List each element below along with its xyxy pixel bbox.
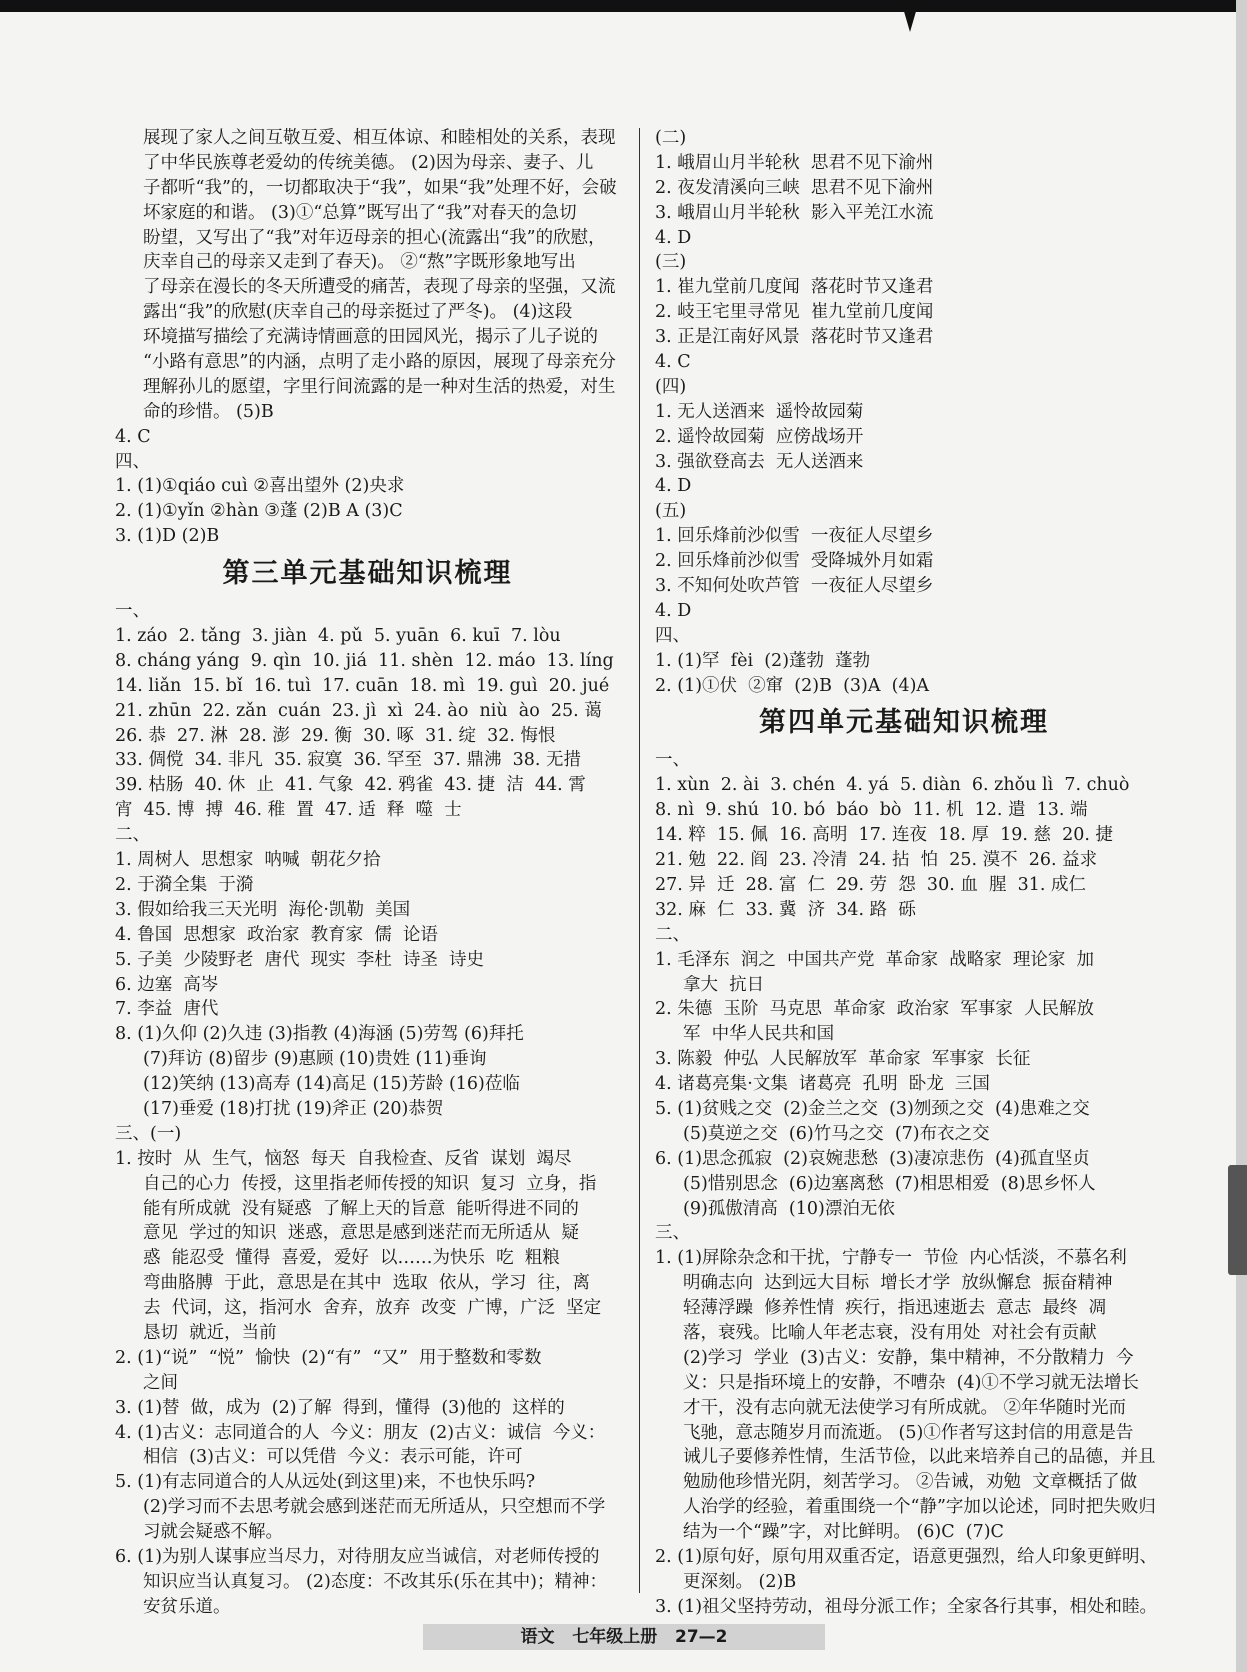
answer-line: 4. 鲁国 思想家 政治家 教育家 儒 论语 <box>115 924 438 945</box>
answer-line: 2. 于漪全集 于漪 <box>115 874 254 895</box>
answer-line: 3. (1)祖父坚持劳动，祖母分派工作；全家各行其事，相处和睦。 <box>655 1596 1158 1617</box>
answer-line: 命的珍惜。 (5)B <box>143 401 274 422</box>
scan-mark <box>903 8 917 32</box>
answer-line: 3. (1)D (2)B <box>115 526 220 547</box>
answer-line: 2. (1)“说” “悦” 愉快 (2)“有” “又” 用于整数和零数 <box>115 1347 542 1368</box>
answer-line: 自己的心力 传授，这里指老师传授的知识 复习 立身，指 <box>143 1173 597 1194</box>
answer-line: 3. 强欲登高去 无人送酒来 <box>655 451 864 472</box>
answer-line: 展现了家人之间互敬互爱、相互体谅、和睦相处的关系，表现 <box>143 128 616 148</box>
section-heading: 第三单元基础知识梳理 <box>222 558 513 590</box>
answer-line: 惑 能忍受 懂得 喜爱，爱好 以……为快乐 吃 粗粮 <box>143 1248 560 1269</box>
scan-right-edge <box>1236 0 1247 1672</box>
answer-line: 5. (1)有志同道合的人从远处(到这里)来，不也快乐吗? <box>115 1472 536 1493</box>
answer-line: 14. liǎn 15. bǐ 16. tuì 17. cuān 18. mì 19. guì 20. jué <box>115 675 610 696</box>
answer-line: 4. D <box>655 476 692 497</box>
answer-line: (7)拜访 (8)留步 (9)惠顾 (10)贵姓 (11)垂询 <box>143 1049 487 1070</box>
answer-line: 32. 麻 仁 33. 冀 济 34. 路 砾 <box>655 899 916 920</box>
answer-line: 5. (1)贫贱之交 (2)金兰之交 (3)刎颈之交 (4)患难之交 <box>655 1098 1090 1119</box>
answer-line: 1. (1)罕 fèi (2)蓬勃 蓬勃 <box>655 650 871 671</box>
answer-line: 21. 勉 22. 阎 23. 冷清 24. 拈 怕 25. 漠不 26. 益求 <box>655 850 1098 871</box>
answer-line: 39. 枯肠 40. 休 止 41. 气象 42. 鸦雀 43. 捷 洁 44. 霄 <box>115 775 586 796</box>
answer-line: 4. C <box>655 352 691 373</box>
answer-line: 诫儿子要修养性情，生活节俭，以此来培养自己的品德，并且 <box>683 1447 1156 1468</box>
answer-line: (二) <box>655 128 687 148</box>
answer-line: 轻薄浮躁 修养性情 疾行，指迅速逝去 意志 最终 凋 <box>683 1298 1107 1319</box>
answer-line: 4. D <box>655 600 692 621</box>
answer-line: 1. 回乐烽前沙似雪 一夜征人尽望乡 <box>655 526 934 547</box>
footer-page-number: 27—2 <box>675 1627 728 1647</box>
answer-line: 2. (1)①伏 ②窜 (2)B (3)A (4)A <box>655 675 930 696</box>
answer-line: 盼望，又写出了“我”对年迈母亲的担心(流露出“我”的欣慰， <box>143 227 606 248</box>
answer-line: 4. 诸葛亮集·文集 诸葛亮 孔明 卧龙 三国 <box>655 1074 990 1095</box>
answer-line: 2. 岐王宅里寻常见 崔九堂前几度闻 <box>655 302 934 323</box>
answer-line: 6. (1)思念孤寂 (2)哀婉悲愁 (3)凄凉悲伤 (4)孤直坚贞 <box>655 1148 1090 1169</box>
answer-line: 庆幸自己的母亲又走到了春天)。 ②“熬”字既形象地写出 <box>143 252 576 273</box>
scan-top-edge <box>0 0 1247 12</box>
answer-line: 4. D <box>655 227 692 248</box>
answer-line: 习就会疑惑不解。 <box>143 1522 283 1543</box>
answer-line: (12)笑纳 (13)高寿 (14)高足 (15)芳龄 (16)莅临 <box>143 1074 520 1095</box>
answer-line: (2)学习 学业 (3)古义：安静，集中精神，不分散精力 今 <box>683 1347 1134 1368</box>
answer-line: 二、 <box>655 924 690 945</box>
answer-line: 3. 不知何处吹芦管 一夜征人尽望乡 <box>655 576 934 597</box>
answer-line: 结为一个“躁”字，对比鲜明。 (6)C (7)C <box>683 1522 1004 1543</box>
answer-line: 二、 <box>115 825 150 846</box>
footer-subject: 语文 <box>520 1627 555 1647</box>
answer-line: 恳切 就近，当前 <box>143 1322 277 1343</box>
answer-line: 3. 假如给我三天光明 海伦·凯勒 美国 <box>115 899 411 920</box>
answer-line: 相信 (3)古义：可以凭借 今义：表示可能，许可 <box>143 1447 523 1468</box>
answer-line: 2. 遥怜故园菊 应傍战场开 <box>655 426 864 447</box>
answer-line: 勉励他珍惜光阴，刻苦学习。 ②告诫，劝勉 文章概括了做 <box>683 1472 1138 1493</box>
answer-line: 理解孙儿的愿望，字里行间流露的是一种对生活的热爱，对生 <box>143 376 616 397</box>
answer-line: 6. 边塞 高岑 <box>115 974 219 995</box>
answer-line: 露出“我”的欣慰(庆幸自己的母亲挺过了严冬)。 (4)这段 <box>143 302 573 323</box>
answer-line: 明确志向 达到远大目标 增长才学 放纵懈怠 振奋精神 <box>683 1273 1113 1294</box>
answer-line: 了中华民族尊老爱幼的传统美德。 (2)因为母亲、妻子、儿 <box>143 152 594 173</box>
answer-line: 能有所成就 没有疑惑 了解上天的旨意 能听得进不同的 <box>143 1198 579 1219</box>
answer-line: 环境描写描绘了充满诗情画意的田园风光，揭示了儿子说的 <box>143 327 598 348</box>
answer-line: 1. 崔九堂前几度闻 落花时节又逢君 <box>655 277 934 298</box>
answer-line: 1. (1)①qiáo cuì ②喜出望外 (2)央求 <box>115 476 405 497</box>
answer-line: 三、(一) <box>115 1123 182 1144</box>
answer-line: 一、 <box>655 750 690 771</box>
answer-line: 14. 粹 15. 佩 16. 高明 17. 连夜 18. 厚 19. 慈 20. 捷 <box>655 825 1114 846</box>
answer-line: 落，衰残。比喻人年老志衰，没有用处 对社会有贡献 <box>683 1322 1097 1343</box>
answer-line: 8. nì 9. shú 10. bó báo bò 11. 机 12. 遣 13. 端 <box>655 800 1088 821</box>
answer-line: (四) <box>655 376 687 397</box>
answer-line: (17)垂爱 (18)打扰 (19)斧正 (20)恭贺 <box>143 1098 444 1119</box>
answer-line: 安贫乐道。 <box>143 1596 231 1617</box>
answer-line: 2. (1)①yǐn ②hàn ③蓬 (2)B A (3)C <box>115 501 403 522</box>
answer-line: 1. 周树人 思想家 呐喊 朝花夕拾 <box>115 850 381 871</box>
answer-line: 1. 峨眉山月半轮秋 思君不见下渝州 <box>655 152 934 173</box>
section-heading: 第四单元基础知识梳理 <box>759 707 1049 739</box>
answer-line: 5. 子美 少陵野老 唐代 现实 李杜 诗圣 诗史 <box>115 949 485 970</box>
answer-line: 27. 异 迁 28. 富 仁 29. 劳 怨 30. 血 腥 31. 成仁 <box>655 874 1086 895</box>
answer-line: 更深刻。 (2)B <box>683 1571 797 1592</box>
answer-line: 2. (1)原句好，原句用双重否定，语意更强烈，给人印象更鲜明、 <box>655 1546 1158 1567</box>
answer-line: (9)孤傲清高 (10)漂泊无依 <box>683 1198 895 1219</box>
answer-line: 4. C <box>115 426 151 447</box>
answer-line: 四、 <box>115 451 150 472</box>
answer-line: 2. 朱德 玉阶 马克思 革命家 政治家 军事家 人民解放 <box>655 999 1095 1020</box>
answer-line: 21. zhūn 22. zǎn cuán 23. jì xì 24. ào niù ào 25. 蔼 <box>115 700 602 721</box>
answer-line: 1. 毛泽东 润之 中国共产党 革命家 战略家 理论家 加 <box>655 949 1095 970</box>
answer-line: 一、 <box>115 601 150 622</box>
footer-grade: 七年级上册 <box>572 1627 658 1647</box>
answer-line: 知识应当认真复习。 (2)态度：不改其乐(乐在其中)；精神： <box>143 1571 608 1592</box>
answer-line: 三、 <box>655 1223 690 1244</box>
answer-line: (5)莫逆之交 (6)竹马之交 (7)布衣之交 <box>683 1123 990 1144</box>
answer-line: 飞驰，意志随岁月而流逝。 (5)①作者写这封信的用意是告 <box>683 1422 1134 1443</box>
answer-line: 3. 陈毅 仲弘 人民解放军 革命家 军事家 长征 <box>655 1049 1031 1070</box>
answer-line: 1. (1)屏除杂念和干扰，宁静专一 节俭 内心恬淡，不慕名利 <box>655 1248 1127 1269</box>
answer-line: 了母亲在漫长的冬天所遭受的痛苦，表现了母亲的坚强，又流 <box>143 277 616 298</box>
answer-line: 之间 <box>143 1372 178 1393</box>
answer-line: 人治学的经验，着重围绕一个“静”字加以论述，同时把失败归 <box>683 1497 1156 1518</box>
answer-line: 义：只是指环境上的安静，不嘈杂 (4)①不学习就无法增长 <box>683 1372 1139 1393</box>
answer-line: (2)学习而不去思考就会感到迷茫而无所适从，只空想而不学 <box>143 1497 606 1518</box>
answer-line: 去 代词，这，指河水 舍弃，放弃 改变 广博，广泛 坚定 <box>143 1298 602 1319</box>
answer-line: (三) <box>655 252 687 273</box>
answer-line: 宵 45. 博 搏 46. 稚 置 47. 适 释 噬 士 <box>115 800 462 821</box>
answer-line: 坏家庭的和谐。 (3)①“总算”既写出了“我”对春天的急切 <box>143 202 577 223</box>
answer-line: 2. 回乐烽前沙似雪 受降城外月如霜 <box>655 551 934 572</box>
answer-line: 6. (1)为别人谋事应当尽力，对待朋友应当诚信，对老师传授的 <box>115 1546 600 1567</box>
answer-line: 弯曲胳膊 于此，意思是在其中 选取 依从，学习 往，离 <box>143 1273 591 1294</box>
answer-line: 33. 倜傥 34. 非凡 35. 寂寞 36. 罕至 37. 鼎沸 38. 无措 <box>115 750 581 771</box>
answer-line: 3. (1)替 做，成为 (2)了解 得到，懂得 (3)他的 这样的 <box>115 1397 565 1418</box>
answer-line: 1. 按时 从 生气，恼怒 每天 自我检查、反省 谋划 竭尽 <box>115 1148 572 1169</box>
answer-line: 意见 学过的知识 迷惑，意思是感到迷茫而无所适从 疑 <box>143 1223 579 1244</box>
answer-line: 1. xùn 2. ài 3. chén 4. yá 5. diàn 6. zhǒu lì 7. chuò <box>655 775 1130 796</box>
page-footer <box>423 1624 825 1650</box>
answer-line: 拿大 抗日 <box>683 974 765 995</box>
answer-line: 军 中华人民共和国 <box>683 1024 835 1045</box>
answer-line: (五) <box>655 501 687 522</box>
answer-line: 1. záo 2. tǎng 3. jiàn 4. pǔ 5. yuān 6. kuī 7. lòu <box>115 626 561 647</box>
answer-line: 8. cháng yáng 9. qìn 10. jiá 11. shèn 12. máo 13. líng <box>115 650 614 671</box>
answer-line: 子都听“我”的，一切都取决于“我”，如果“我”处理不好，会破 <box>143 177 617 198</box>
answer-line: 7. 李益 唐代 <box>115 999 219 1020</box>
page-edge-tab <box>1228 1165 1247 1275</box>
answer-line: 3. 峨眉山月半轮秋 影入平羌江水流 <box>655 202 934 223</box>
answer-line: 4. (1)古义：志同道合的人 今义：朋友 (2)古义：诚信 今义： <box>115 1422 606 1443</box>
answer-line: “小路有意思”的内涵，点明了走小路的原因，展现了母亲充分 <box>143 352 616 373</box>
answer-line: 才干，没有志向就无法使学习有所成就。 ②年华随时光而 <box>683 1397 1127 1418</box>
answer-line: 2. 夜发清溪向三峡 思君不见下渝州 <box>655 177 934 198</box>
answer-line: 四、 <box>655 625 690 646</box>
answer-line: 1. 无人送酒来 遥怜故园菊 <box>655 401 864 422</box>
left-column <box>115 126 620 1620</box>
answer-line: 8. (1)久仰 (2)久违 (3)指教 (4)海涵 (5)劳驾 (6)拜托 <box>115 1024 524 1045</box>
column-divider <box>639 128 640 1593</box>
answer-line: 3. 正是江南好风景 落花时节又逢君 <box>655 327 934 348</box>
right-column <box>655 126 1158 1620</box>
answer-line: (5)惜别思念 (6)边塞离愁 (7)相思相爱 (8)思乡怀人 <box>683 1173 1096 1194</box>
answer-line: 26. 恭 27. 淋 28. 澎 29. 衡 30. 啄 31. 绽 32. 悔恨 <box>115 725 556 746</box>
